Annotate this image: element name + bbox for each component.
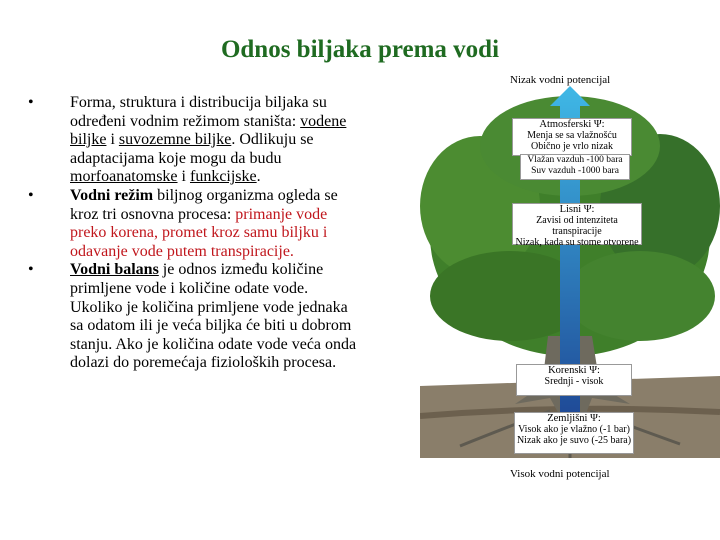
- bullet-marker: •: [28, 186, 34, 204]
- leaf-line-2: Nizak, kada su stome otvorene: [515, 237, 639, 248]
- bullet-marker: •: [28, 261, 34, 279]
- bullet3-text-1: je odnos između količine primljene vode i količine odate vode. Ukoliko je količina primljene vode jednaka sa odatom ili je veća biljka će biti u dobrom stanju. Ako je količina odate vode veća onda dolazi do poremećaja fizioloških procesa.: [70, 261, 357, 372]
- bullet1-text-1: Forma, struktura i distribucija biljaka su određeni vodnim režimom staništa:: [70, 94, 327, 130]
- root-heading: Korenski Ψ:: [548, 365, 600, 376]
- bullet1-text-3: . Odlikuju se adaptacijama koje mogu da budu: [70, 131, 314, 167]
- soil-potential-box: [514, 412, 634, 454]
- low-potential-label: Nizak vodni potencijal: [510, 74, 611, 86]
- term-suvozemne-biljke: suvozemne biljke: [118, 131, 232, 149]
- bullet-marker: •: [28, 94, 34, 111]
- atmospheric-line-1: Menja se sa vlažnošću: [527, 130, 617, 141]
- term-vodni-balans: Vodni balans: [70, 261, 159, 279]
- leaf-potential-box: [512, 203, 642, 248]
- bullet-item-vodni-balans: [28, 261, 358, 373]
- bullet1-text-2: i: [106, 131, 119, 149]
- dry-air-value: Suv vazduh -1000 bara: [531, 166, 619, 176]
- humid-air-value: Vlažan vazduh -100 bara: [527, 155, 623, 165]
- bullet-item-vodni-rezim: [28, 187, 358, 261]
- atmospheric-line-2: Obično je vrlo nizak: [531, 141, 613, 152]
- atmospheric-potential-box: [512, 118, 632, 156]
- bullet-item-forma: [28, 94, 358, 187]
- term-vodene-biljke: vodene biljke: [70, 112, 347, 149]
- soil-heading: Zemljišni Ψ:: [547, 413, 601, 424]
- bullet2-processes: primanje vode preko korena, promet kroz samu biljku i odavanje vode putem transpiracije.: [70, 205, 328, 260]
- water-potential-figure: [420, 70, 720, 485]
- bullet1-text-5: .: [256, 168, 261, 186]
- soil-line-2: Nizak ako je suvo (-25 bara): [516, 435, 632, 446]
- root-line-1: Srednji - visok: [544, 376, 604, 387]
- high-potential-label: Visok vodni potencijal: [510, 468, 610, 480]
- bullet-list: [28, 94, 358, 373]
- term-morfoanatomske: morfoanatomske: [70, 168, 178, 186]
- atmospheric-heading: Atmosferski Ψ:: [539, 119, 605, 130]
- term-vodni-rezim: Vodni režim: [70, 186, 154, 204]
- air-values-box: [520, 154, 630, 180]
- leaf-heading: Lisni Ψ:: [559, 204, 595, 215]
- term-funkcijske: funkcijske: [189, 168, 257, 186]
- bullet1-text-4: i: [177, 168, 190, 186]
- bullet2-text-1: biljnog organizma ogleda se kroz tri osnovna procesa:: [70, 186, 338, 223]
- soil-line-1: Visok ako je vlažno (-1 bar): [518, 424, 630, 435]
- slide-title: Odnos biljaka prema vodi: [220, 36, 500, 63]
- root-potential-box: [516, 364, 632, 396]
- leaf-line-1: Zavisi od intenziteta transpiracije: [536, 215, 618, 237]
